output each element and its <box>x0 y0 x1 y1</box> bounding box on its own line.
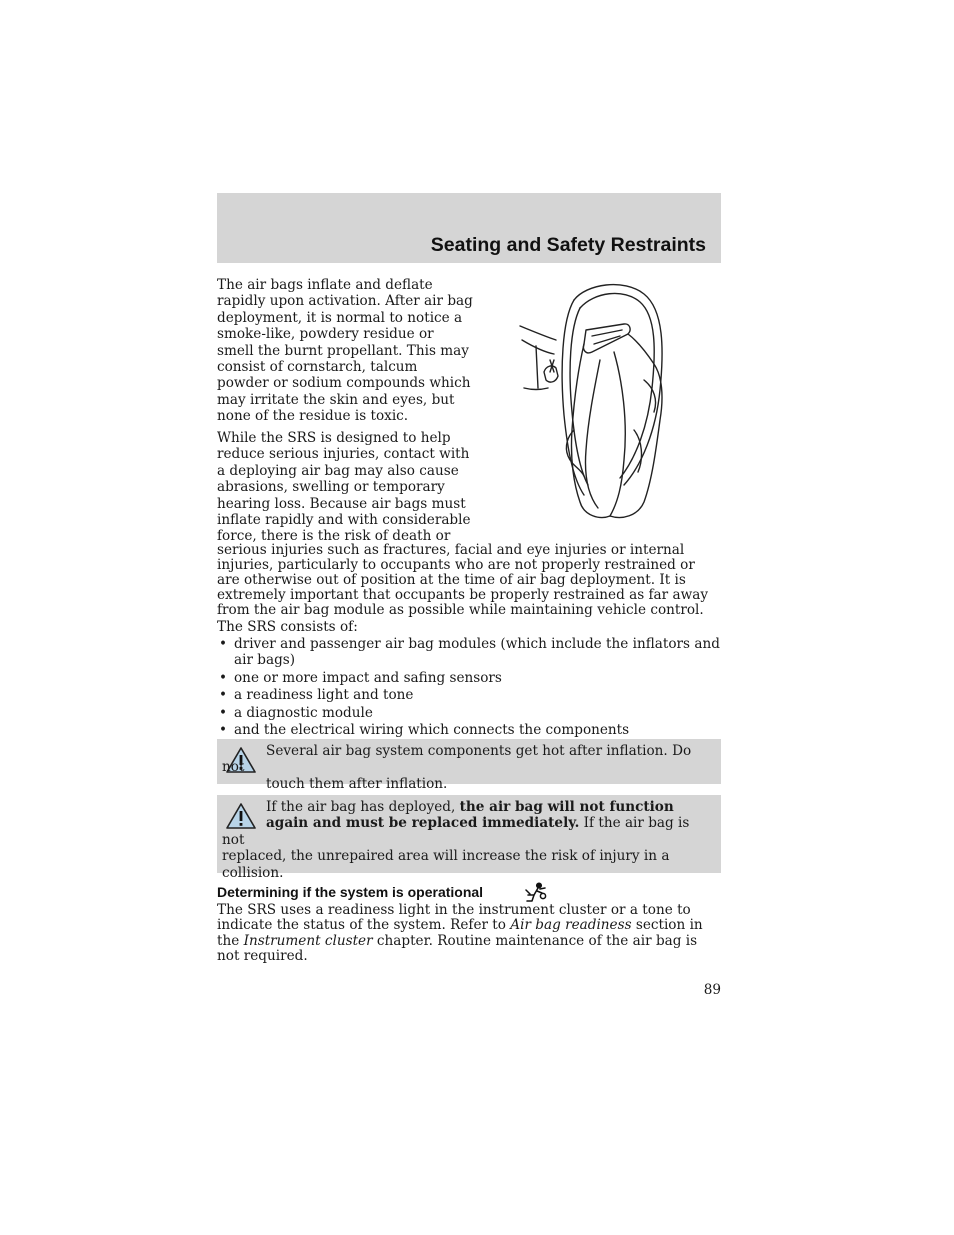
deployed-steering-wheel-airbag-illustration <box>514 280 670 525</box>
text-line: may irritate the skin and eyes, but <box>217 391 455 408</box>
srs-components-list <box>217 636 721 739</box>
section-heading: Determining if the system is operational <box>217 884 484 900</box>
bullet: • <box>219 704 228 721</box>
page-number: 89 <box>703 982 721 998</box>
text-line: inflate rapidly and with considerable <box>217 512 471 529</box>
list-item: • a diagnostic module <box>219 704 373 721</box>
list-item: • and the electrical wiring which connects the components <box>219 722 630 739</box>
text-line: none of the residue is toxic. <box>217 408 409 425</box>
text-line: consist of cornstarch, talcum <box>217 359 418 376</box>
bullet: • <box>219 669 228 686</box>
intro-paragraph-2-continued: serious injuries such as fractures, facial and eye injuries or internal injuries, particularly to occupants who are not properly restrained or are otherwise out of position at the time of air bag deployment. It is extremely important that occupants be properly restrained as far away from the air bag module as possible while maintaining vehicle control. <box>217 542 709 618</box>
operational-paragraph: The SRS uses a readiness light in the instrument cluster or a tone to indicate the status of the system. Refer to Air bag readiness section in the Instrument cluster chapter. Routine maintenance of the air bag is not required. <box>217 902 703 964</box>
text-line: smell the burnt propellant. This may <box>217 342 469 359</box>
list-item: • a readiness light and tone <box>219 687 414 704</box>
section-title: Seating and Safety Restraints <box>430 234 706 256</box>
text-line: While the SRS is designed to help <box>217 430 451 446</box>
reference-air-bag-readiness: Air bag readiness <box>510 917 632 934</box>
text-line: powder or sodium compounds which <box>217 375 471 392</box>
warning-box-hot-components <box>217 739 721 792</box>
text-line: abrasions, swelling or temporary <box>217 479 445 496</box>
text-line: rapidly upon activation. After air bag <box>217 293 473 310</box>
section-header-band <box>217 193 721 263</box>
list-item: • one or more impact and safing sensors <box>219 669 502 686</box>
text-line: hearing loss. Because air bags must <box>217 495 466 512</box>
airbag-readiness-icon <box>523 882 547 904</box>
bullet: • <box>219 722 228 739</box>
text-line: reduce serious injuries, contact with <box>217 446 470 463</box>
bullet: • <box>219 687 228 704</box>
warning-box-deployed <box>217 795 721 881</box>
text-line: smoke-like, powdery residue or <box>217 326 434 343</box>
warning-text: Several air bag system components get hot after inflation. Do not touch them after inflation. <box>222 743 692 792</box>
warning-text: If the air bag has deployed, the air bag will not function again and must be replaced immediately. If the air bag is not replaced, the unrepaired area will increase the risk of injury in a collision. <box>222 799 690 881</box>
list-item: • driver and passenger air bag modules (which include the inflators and air bags) <box>219 636 720 669</box>
intro-paragraph-2 <box>217 430 479 545</box>
text-line: deployment, it is normal to notice a <box>217 309 463 326</box>
text-line: force, there is the risk of death or <box>217 528 451 545</box>
reference-instrument-cluster: Instrument cluster <box>243 932 373 949</box>
srs-intro: The SRS consists of: <box>217 619 358 635</box>
intro-paragraph-1 <box>217 277 479 425</box>
text-line: The air bags inflate and deflate <box>217 277 433 293</box>
text-line: a deploying air bag may also cause <box>217 462 459 479</box>
bullet: • <box>219 636 228 652</box>
